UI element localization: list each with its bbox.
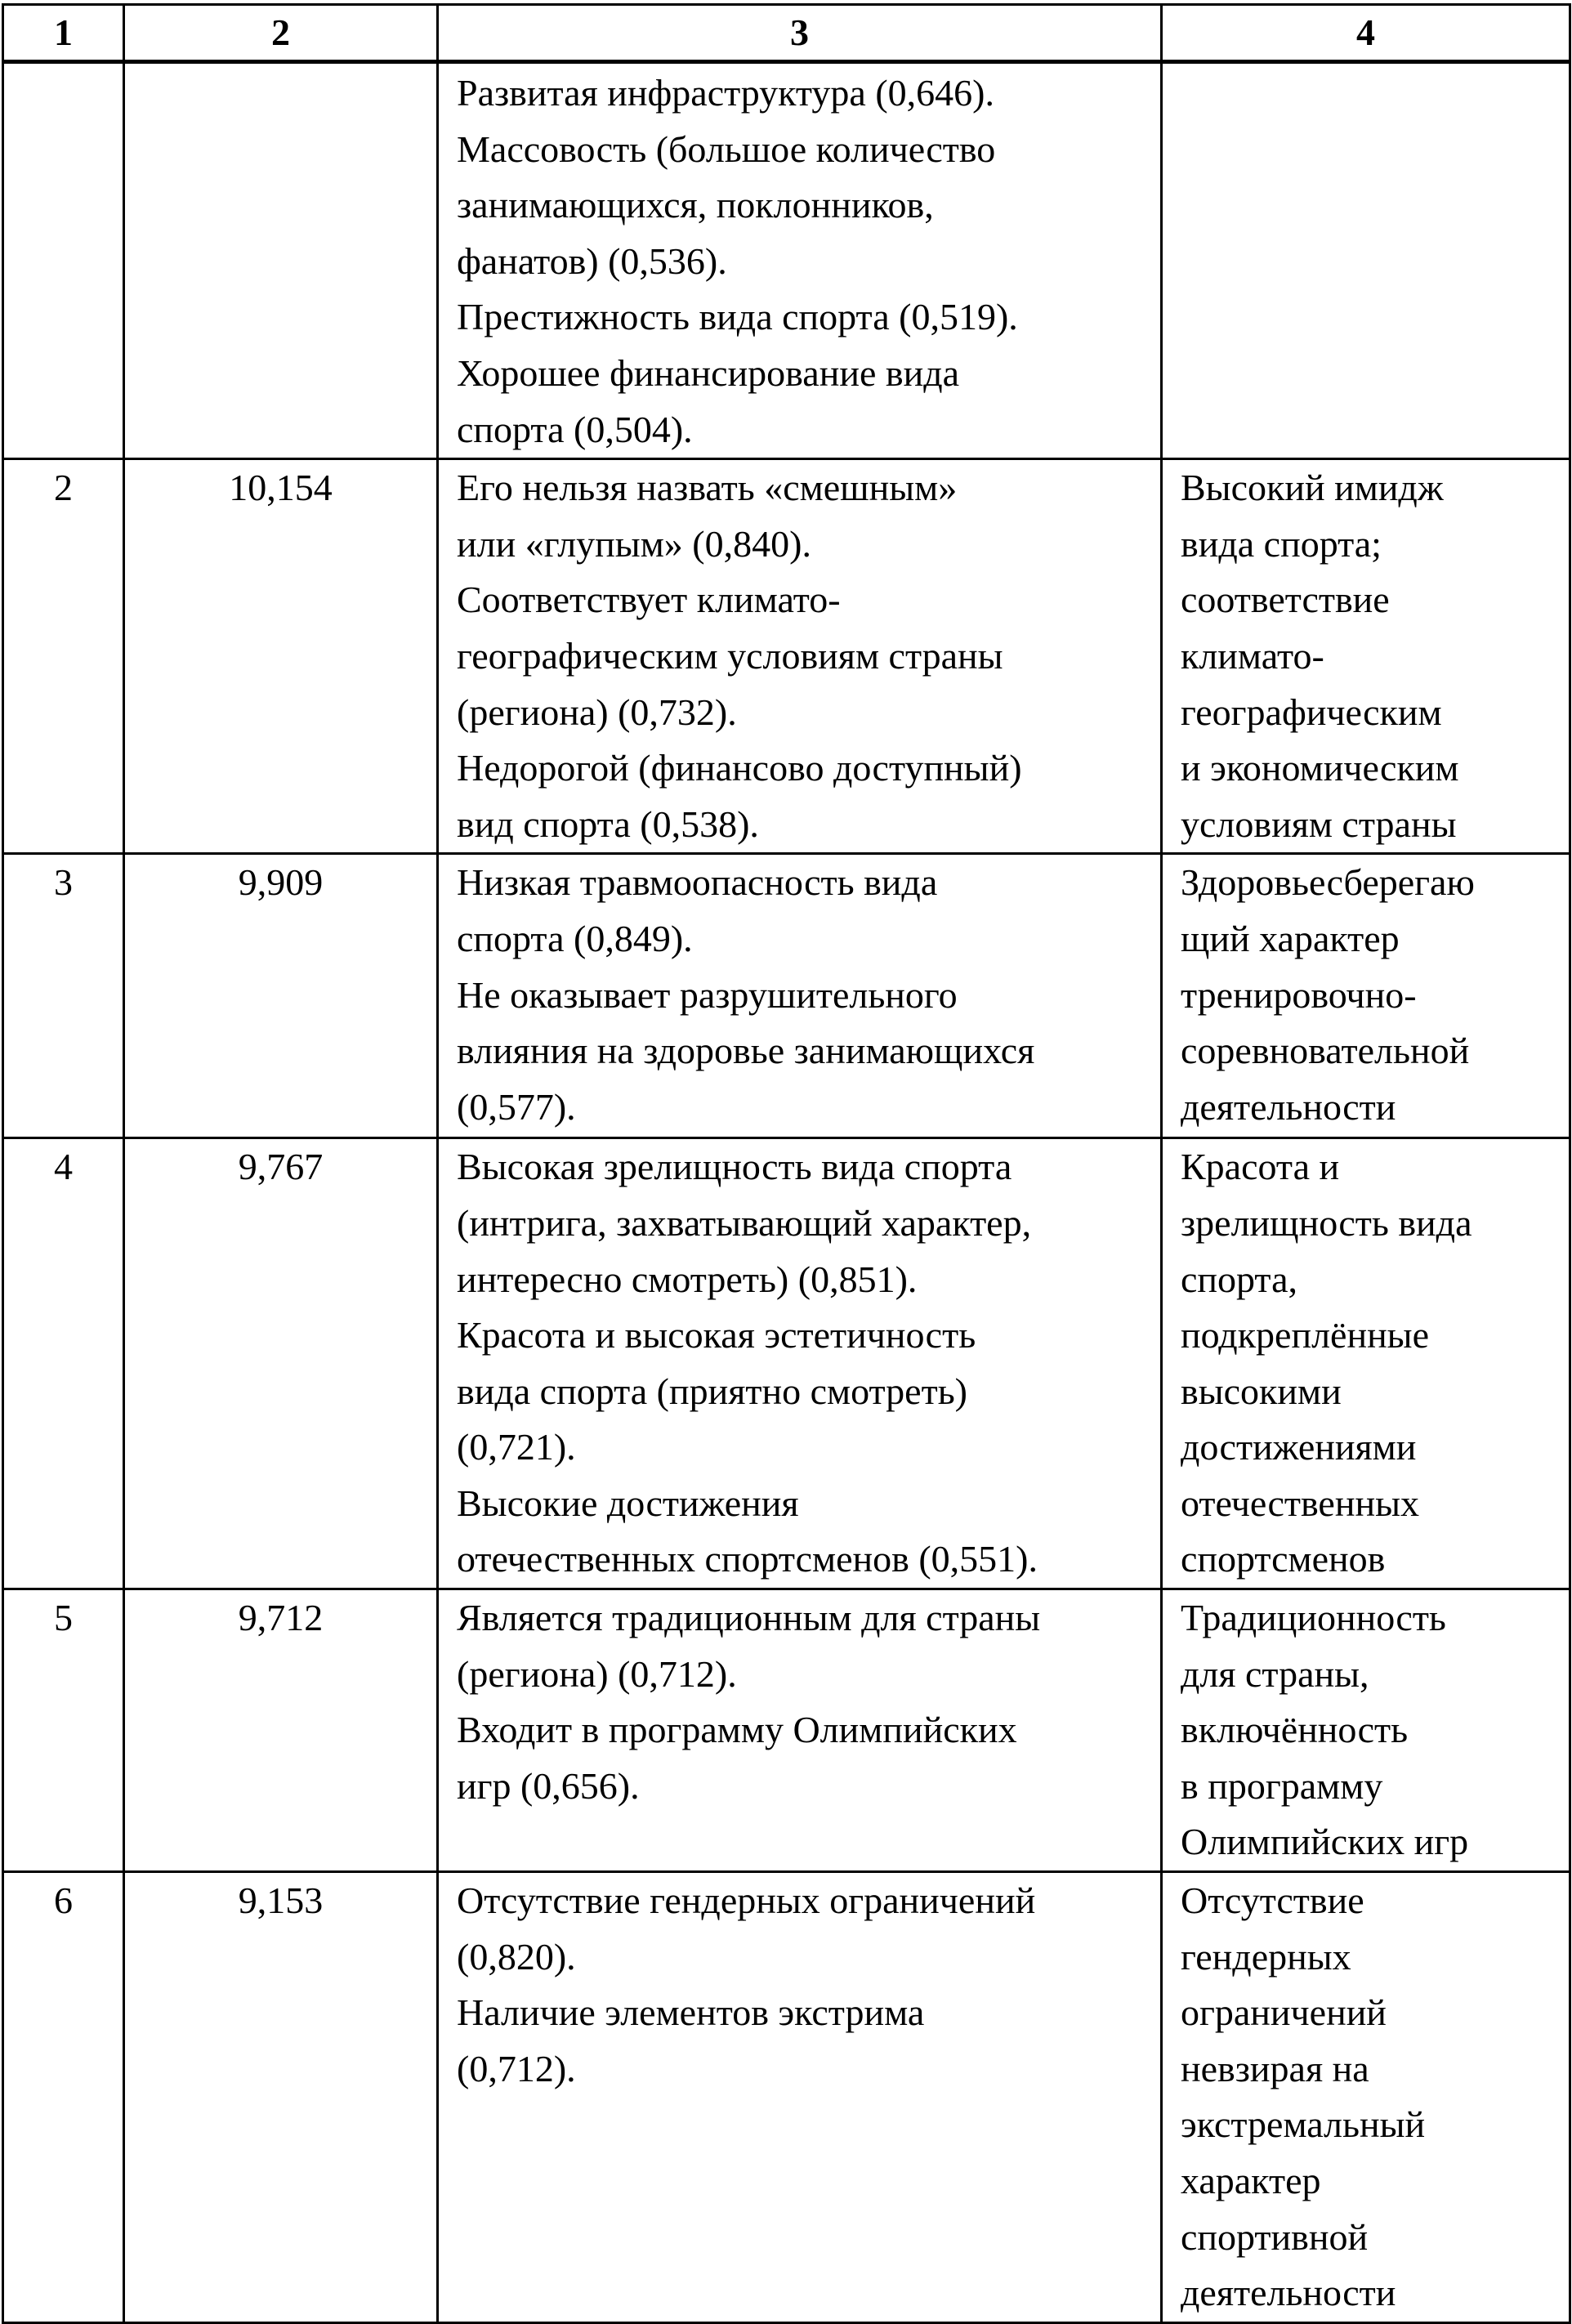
factors-line: (интрига, захватывающий характер,	[457, 1201, 1032, 1244]
factors-line: занимающихся, поклонников,	[457, 184, 934, 226]
summary-line: деятельности	[1181, 2272, 1396, 2314]
row-factors	[438, 62, 1162, 459]
summary-line: для страны,	[1181, 1652, 1369, 1695]
header-col-1: 1	[3, 5, 124, 62]
row-summary	[1162, 1589, 1570, 1872]
factors-line: Массовость (большое количество	[457, 127, 996, 170]
summary-line: щий характер	[1181, 917, 1400, 959]
summary-line: спорта,	[1181, 1258, 1298, 1300]
summary-line: спортсменов	[1181, 1538, 1386, 1580]
factors-line: (0,577).	[457, 1085, 576, 1128]
row-summary	[1162, 62, 1570, 459]
factors-line: влияния на здоровье занимающихся	[457, 1030, 1035, 1072]
factors-line: (0,721).	[457, 1426, 576, 1468]
row-value: 9,909	[124, 854, 438, 1138]
row-factors	[438, 459, 1162, 854]
summary-line: зрелищность вида	[1181, 1201, 1472, 1244]
factors-line: спорта (0,504).	[457, 408, 693, 450]
row-factors	[438, 1872, 1162, 2323]
factors-line: Высокие достижения	[457, 1482, 799, 1524]
row-number: 2	[3, 459, 124, 854]
summary-line: отечественных	[1181, 1482, 1419, 1524]
factors-line: Соответствует климато-	[457, 579, 841, 621]
summary-line: Олимпийских игр	[1181, 1821, 1469, 1863]
row-factors	[438, 1589, 1162, 1872]
factors-line: Недорогой (финансово доступный)	[457, 747, 1022, 789]
factors-line: Высокая зрелищность вида спорта	[457, 1146, 1012, 1188]
row-factors	[438, 854, 1162, 1138]
row-summary	[1162, 459, 1570, 854]
summary-line: соревновательной	[1181, 1030, 1470, 1072]
summary-line: гендерных	[1181, 1935, 1351, 1978]
factors-line: Его нельзя назвать «смешным»	[457, 467, 958, 509]
table-row	[3, 1872, 1570, 2323]
factors-line: отечественных спортсменов (0,551).	[457, 1538, 1038, 1580]
table-row	[3, 459, 1570, 854]
factors-line: Хорошее финансирование вида	[457, 351, 960, 394]
summary-line: условиям страны	[1181, 802, 1457, 845]
summary-line: соответствие	[1181, 579, 1390, 621]
summary-line: Отсутствие	[1181, 1879, 1364, 1922]
factors-line: Наличие элементов экстрима	[457, 1991, 925, 2034]
table-row	[3, 854, 1570, 1138]
summary-line: и экономическим	[1181, 747, 1459, 789]
row-value: 9,767	[124, 1138, 438, 1589]
factors-line: Низкая травмоопасность вида	[457, 861, 938, 904]
summary-line: включённость	[1181, 1709, 1409, 1751]
summary-line: Традиционность	[1181, 1597, 1446, 1639]
row-factors	[438, 1138, 1162, 1589]
factors-line: (региона) (0,712).	[457, 1652, 737, 1695]
factors-line: (региона) (0,732).	[457, 690, 737, 733]
header-row	[3, 5, 1570, 62]
header-col-4: 4	[1162, 5, 1570, 62]
summary-line: невзирая на	[1181, 2047, 1369, 2089]
header-col-2: 2	[124, 5, 438, 62]
row-number	[3, 62, 124, 459]
summary-line: характер	[1181, 2160, 1321, 2202]
factors-line: или «глупым» (0,840).	[457, 522, 811, 565]
factors-line: (0,820).	[457, 1935, 576, 1978]
summary-line: достижениями	[1181, 1426, 1417, 1468]
summary-line: ограничений	[1181, 1991, 1387, 2034]
row-number: 3	[3, 854, 124, 1138]
factors-table	[2, 3, 1571, 2324]
summary-line: спортивной	[1181, 2215, 1369, 2258]
summary-line: Здоровьесберегаю	[1181, 861, 1475, 904]
row-number: 5	[3, 1589, 124, 1872]
factors-line: Отсутствие гендерных ограничений	[457, 1879, 1036, 1922]
summary-line: вида спорта;	[1181, 522, 1382, 565]
factors-line: вида спорта (приятно смотреть)	[457, 1370, 967, 1412]
summary-line: деятельности	[1181, 1085, 1396, 1128]
factors-line: игр (0,656).	[457, 1764, 640, 1807]
factors-line: Входит в программу Олимпийских	[457, 1709, 1017, 1751]
row-value	[124, 62, 438, 459]
row-summary	[1162, 1872, 1570, 2323]
factors-line: вид спорта (0,538).	[457, 802, 759, 845]
factors-line: географическим условиям страны	[457, 634, 1003, 677]
row-summary	[1162, 854, 1570, 1138]
summary-line: подкреплённые	[1181, 1314, 1430, 1356]
factors-line: Является традиционным для страны	[457, 1597, 1041, 1639]
table-row	[3, 1589, 1570, 1872]
factors-line: Развитая инфраструктура (0,646).	[457, 72, 994, 114]
summary-line: высокими	[1181, 1370, 1342, 1412]
summary-line: Красота и	[1181, 1146, 1340, 1188]
factors-line: Престижность вида спорта (0,519).	[457, 296, 1018, 338]
row-number: 4	[3, 1138, 124, 1589]
factors-line: фанатов) (0,536).	[457, 239, 727, 282]
summary-line: экстремальный	[1181, 2103, 1426, 2146]
factors-line: спорта (0,849).	[457, 917, 693, 959]
table-row	[3, 62, 1570, 459]
row-value: 9,712	[124, 1589, 438, 1872]
summary-line: в программу	[1181, 1764, 1383, 1807]
table-row	[3, 1138, 1570, 1589]
row-number: 6	[3, 1872, 124, 2323]
factors-line: интересно смотреть) (0,851).	[457, 1258, 918, 1300]
factors-line: Не оказывает разрушительного	[457, 973, 958, 1016]
summary-line: климато-	[1181, 634, 1324, 677]
row-value: 10,154	[124, 459, 438, 854]
header-col-3: 3	[438, 5, 1162, 62]
factors-line: (0,712).	[457, 2047, 576, 2089]
row-summary	[1162, 1138, 1570, 1589]
factors-line: Красота и высокая эстетичность	[457, 1314, 976, 1356]
summary-line: географическим	[1181, 690, 1442, 733]
summary-line: тренировочно-	[1181, 973, 1417, 1016]
row-value: 9,153	[124, 1872, 438, 2323]
summary-line: Высокий имидж	[1181, 467, 1444, 509]
